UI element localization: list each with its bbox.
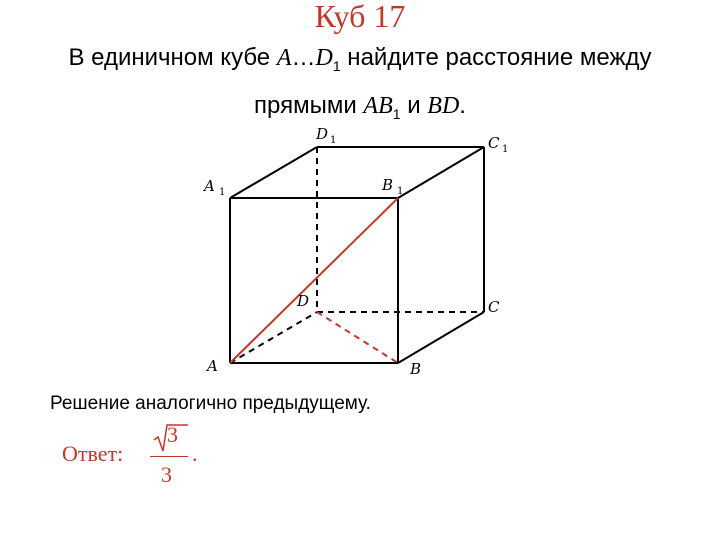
subscript: 1 bbox=[392, 105, 401, 122]
vertex-a: A bbox=[276, 45, 292, 71]
problem-text: . bbox=[459, 91, 466, 119]
label-c: C bbox=[488, 298, 500, 316]
label-c1: C bbox=[488, 134, 500, 152]
problem-text: прямыми bbox=[254, 91, 364, 119]
slide-title: Куб 17 bbox=[314, 0, 406, 34]
label-a1: A bbox=[204, 177, 215, 195]
segment-ab1 bbox=[230, 198, 398, 363]
edge-b-c bbox=[398, 312, 484, 363]
segment-bd bbox=[317, 312, 398, 363]
label-a1-sub: 1 bbox=[219, 187, 226, 198]
fraction-numerator: 3 bbox=[167, 422, 178, 447]
fraction-denominator: 3 bbox=[161, 462, 172, 487]
label-c1-sub: 1 bbox=[502, 144, 509, 155]
line-ab: AB bbox=[363, 92, 393, 119]
edge-b1-c1 bbox=[398, 147, 484, 198]
label-d1: D bbox=[316, 125, 329, 143]
fraction-bar bbox=[150, 456, 188, 457]
label-b1: B bbox=[382, 176, 394, 194]
problem-text: найдите расстояние между bbox=[340, 44, 652, 71]
problem-text: и bbox=[400, 91, 428, 119]
label-d: D bbox=[297, 292, 310, 310]
subscript: 1 bbox=[332, 57, 341, 74]
label-a: A bbox=[207, 357, 218, 375]
solution-text: Решение аналогично предыдущему. bbox=[50, 393, 371, 414]
label-b1-sub: 1 bbox=[397, 186, 404, 197]
answer-fraction bbox=[150, 420, 190, 495]
line-bd: BD bbox=[427, 92, 460, 119]
label-b: B bbox=[410, 360, 422, 378]
problem-text: В единичном кубе bbox=[68, 44, 277, 71]
vertex-d: D bbox=[315, 45, 333, 71]
answer-label: Ответ: bbox=[62, 441, 124, 466]
edge-a1-d1 bbox=[230, 147, 317, 198]
ellipsis: … bbox=[291, 44, 316, 71]
answer-period: . bbox=[192, 441, 198, 466]
label-d1-sub: 1 bbox=[330, 135, 337, 146]
